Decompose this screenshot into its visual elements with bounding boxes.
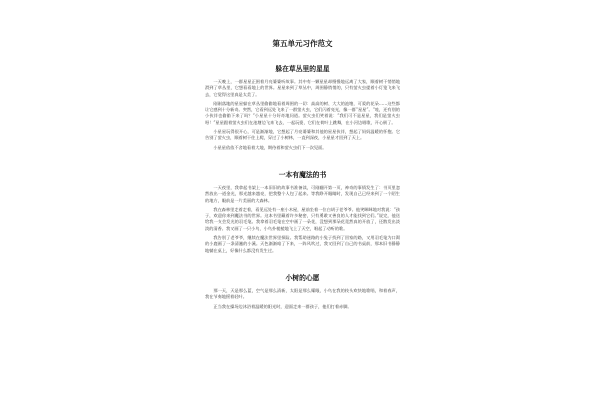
document-page — [205, 30, 400, 400]
essay-section — [205, 272, 400, 310]
paragraph: 我告别了老爷爷，继续在魔法世界里探险。我帮助迷路的小兔子找到了回家的路，又用羽毛笔为口渴的小鹿画了一条清澈的小溪。天色渐渐暗了下来，一阵风吹过，我又回到了自己的书桌前，那本旧书静静地躺在桌上，好像什么都没有发生过。 — [205, 235, 400, 253]
paragraph: 一天晚上，一群星星正围着月亮婆婆听故事。其中有一颗星星却慢慢地远离了大家，顺着树干悄悄地滑到了草丛里，它想看看地上的世界。星星来到了草丛中，周围静悄悄的，只有萤火虫提着小灯笼飞来飞去，它觉得这里真是太美了。 — [205, 79, 400, 97]
section-heading: 一本有魔法的书 — [278, 170, 327, 179]
paragraph: 我在森林里走着走着，看见远处有一座小木屋，屋前坐着一位白胡子老爷爷。他笑眯眯地对我说：“孩子，欢迎你来到魔法书的世界。这本书里藏着许多秘密，只有勇敢又善良的人才能找到它们。”说完，他送给我一支会发光的羽毛笔。我拿着羽毛笔在空中画了一朵花，没想到那朵花竟然真的开放了，还散发出淡淡的清香。我又画了一只小鸟，小鸟扑棱棱地飞上了天空，唱起了动听的歌。 — [205, 206, 400, 231]
essay-section — [205, 169, 400, 254]
essay-section — [205, 63, 400, 151]
paragraph: 正当我在操场边沐浴着温暖的阳光时，迎面走来一群孩子，他们打着赤脚。 — [213, 303, 352, 309]
paragraph: 刚刚落地的星星躲在草丛里偷偷地看着周围的一切：高高的树、大大的池塘，可爱的花朵……这些都让它感到十分新奇。突然，它看到远处飞来了一群萤火虫，它们闪着亮光，像一群“星星”。“哇，还有别的小伙伴也偷偷下来了吗？”小星星十分好奇地问道。萤火虫们笑着说：“我们可不是星星，我们是萤火虫呀！”星星跟着萤火虫们在池塘边飞来飞去，一起玩耍，它们在荷叶上跳舞，在小河边唱歌，开心极了。 — [205, 100, 400, 125]
section-heading: 小树的心愿 — [285, 273, 320, 282]
paragraph: 小星星依依不舍地看着大地，期待着和萤火虫们下一次见面。 — [213, 144, 327, 150]
paragraph: 一天夜里，我拿起书架上一本旧旧的故事书准备读，可刚翻开第一页，神奇的事情发生了：书页里忽然放出一道金光，那光越来越亮，把我整个人包了起来。等我睁开眼睛时，发现自己已经来到了一个陌生的地方，眼前是一片美丽的大森林。 — [205, 184, 400, 203]
paragraph: 那一天，天是那么蓝，空气是那么清新，太阳是那么耀眼，小鸟在我的枝头欢快地歌唱，和着春声，我在节奏地摇着轻叶。 — [205, 287, 400, 300]
document-title: 第五单元习作范文 — [272, 39, 333, 48]
section-heading: 躲在草丛里的星星 — [275, 65, 330, 73]
paragraph: 小星星玩得很开心，可是渐渐地，它想起了月亮婆婆和其他的星星伙伴，想起了妈妈温暖的怀抱。它告别了萤火虫，顺着树干往上爬，穿过了小树林，一直到深夜，小星星才回到了天上。 — [205, 129, 400, 141]
